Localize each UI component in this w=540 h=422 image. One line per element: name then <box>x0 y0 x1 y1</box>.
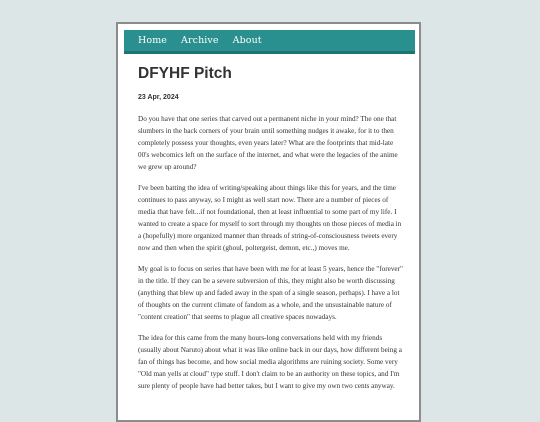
post-date: 23 Apr, 2024 <box>138 94 179 101</box>
top-nav <box>124 30 415 54</box>
post-content <box>138 64 403 401</box>
nav-home-link[interactable]: Home <box>138 35 168 46</box>
post-paragraph-3: My goal is to focus on series that have been with me for at least 5 years, hence the "forever" in the title. If they can be a severe subversion of this, they might also be worth discussing (anything that blew up and faded away in the span of a single season, perhaps). I have a lot of thoughts on the current climate of fandom as a whole, and the unsustainable nature of "content creation" that seems to plague all creative spaces nowadays. <box>138 265 403 321</box>
post-title: DFYHF Pitch <box>138 65 232 82</box>
post-paragraph-1: Do you have that one series that carved out a permanent niche in your mind? The one that slumbers in the back corners of your brain until something nudges it awake, for it to then completely possess your thoughts, even years later? What are the footprints that mid-late 00's webcomics left on the surface of the internet, and what were the legacies of the anime we grew up around? <box>138 115 398 171</box>
post-paragraph-4: The idea for this came from the many hours-long conversations held with my friends (usually about Naruto) about what it was like online back in our days, how different being a fan of things has become, and how social media algorithms are ruining society. Some very "Old man yells at cloud" type stuff. I don't claim to be an authority on these topics, and I'm sure plenty of people have had better takes, but I want to give my own two cents anyway. <box>138 334 402 390</box>
nav-archive-link[interactable]: Archive <box>181 35 219 46</box>
nav-about-link[interactable]: About <box>232 35 262 46</box>
post-paragraph-2: I've been batting the idea of writing/speaking about things like this for years, and the time continues to pass anyway, so I might as well start now. There are a number of pieces of media that have felt...if not foundational, then at least influential to some part of my life. I wanted to create a space for myself to sort through my thoughts on those pieces of media in a (hopefully) more organized manner than threads of string-of-consciousness tweets every now and then when the spirit (ghoul, poltergeist, demon, etc.,) moves me. <box>138 184 402 252</box>
blog-page <box>116 22 421 422</box>
